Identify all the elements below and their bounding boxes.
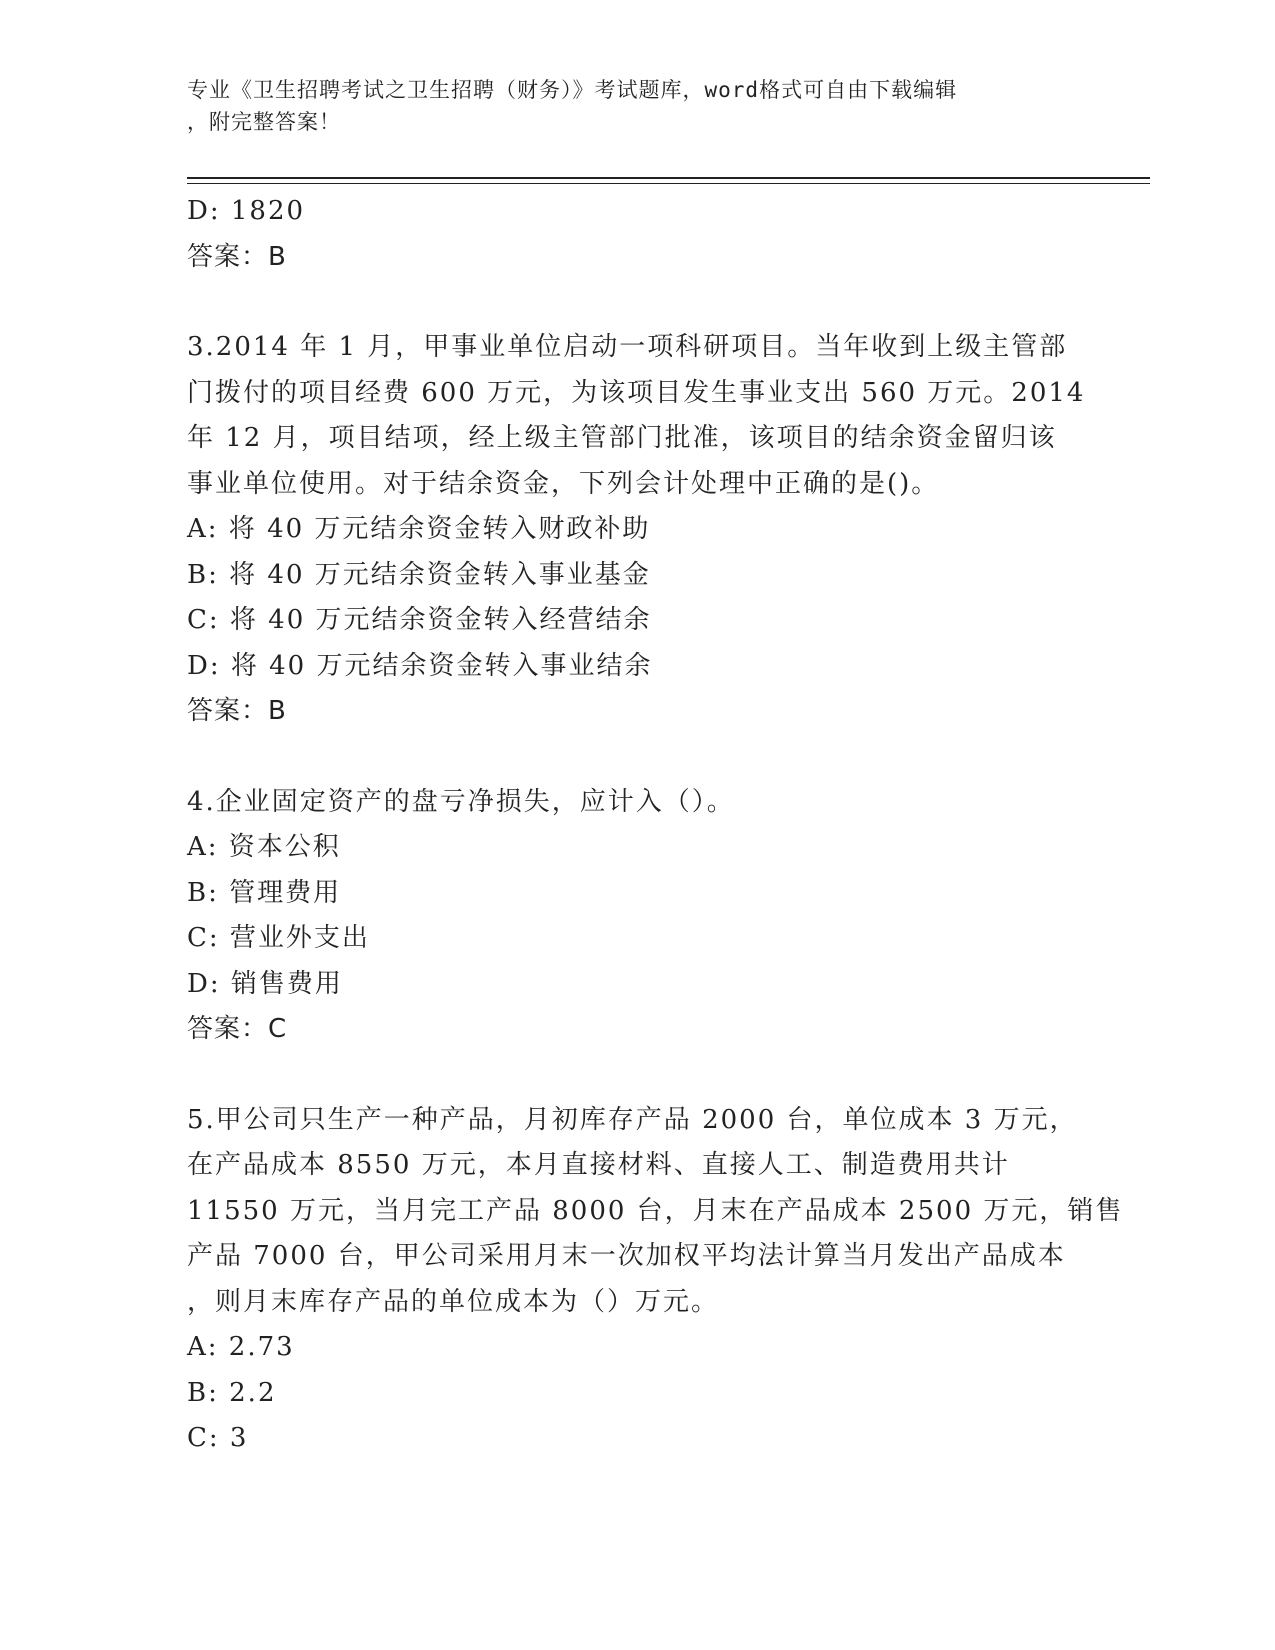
option-b: B: 管理费用	[187, 877, 342, 908]
answer-label: 答案：B	[187, 696, 287, 726]
option-b: B: 2.2	[187, 1377, 277, 1408]
header-line-2: ，附完整答案！	[187, 110, 341, 134]
option-c: C: 营业外支出	[187, 923, 370, 953]
question-stem-line: 年 12 月，项目结项，经上级主管部门批准，该项目的结余资金留归该	[187, 423, 1057, 453]
answer-label: 答案：B	[187, 241, 287, 272]
previous-question-tail	[187, 189, 1087, 280]
option-d: D: 将 40 万元结余资金转入事业结余	[187, 650, 653, 681]
question-stem-line: 4.企业固定资产的盘亏净损失，应计入（）。	[187, 786, 735, 817]
option-a: A: 资本公积	[187, 832, 341, 862]
question-content	[187, 189, 1124, 1462]
question-stem-line: 在产品成本 8550 万元，本月直接材料、直接人工、制造费用共计	[187, 1150, 1010, 1180]
question-stem-line: 产品 7000 台，甲公司采用月末一次加权平均法计算当月发出产品成本	[187, 1241, 1066, 1271]
answer-label: 答案：C	[187, 1014, 288, 1044]
document-header	[187, 74, 1067, 138]
option-c: C: 将 40 万元结余资金转入经营结余	[187, 605, 652, 635]
question-stem-line: 3.2014 年 1 月，甲事业单位启动一项科研项目。当年收到上级主管部	[187, 332, 1068, 362]
question-stem-line: 门拨付的项目经费 600 万元，为该项目发生事业支出 560 万元。2014	[187, 377, 1086, 408]
option-a: A: 2.73	[187, 1332, 295, 1362]
question-5	[187, 1098, 1124, 1462]
option-d: D: 销售费用	[187, 968, 343, 999]
option-c: C: 3	[187, 1423, 249, 1453]
question-stem-line: 事业单位使用。对于结余资金，下列会计处理中正确的是()。	[187, 468, 940, 499]
option-d: D: 1820	[187, 196, 306, 226]
question-stem-line: ，则月末库存产品的单位成本为（）万元。	[187, 1286, 720, 1317]
header-divider	[187, 177, 1150, 179]
option-a: A: 将 40 万元结余资金转入财政补助	[187, 514, 651, 544]
question-stem-line: 5.甲公司只生产一种产品，月初库存产品 2000 台，单位成本 3 万元，	[187, 1104, 1078, 1135]
header-divider-thin	[187, 183, 1150, 184]
question-4	[187, 780, 1087, 1053]
header-line-1: 专业《卫生招聘考试之卫生招聘（财务）》考试题库，word格式可自由下载编辑	[187, 78, 958, 102]
question-3	[187, 325, 1087, 735]
option-b: B: 将 40 万元结余资金转入事业基金	[187, 559, 651, 590]
question-stem-line: 11550 万元，当月完工产品 8000 台，月末在产品成本 2500 万元，销售	[187, 1195, 1124, 1226]
